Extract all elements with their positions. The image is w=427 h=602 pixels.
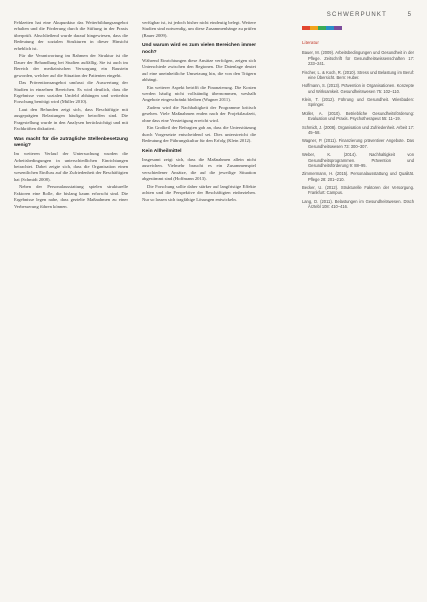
- accent-swatch: [302, 26, 310, 30]
- reference-item: Weber, K. (2014). Nachhaltigkeit von Gesundheitsprogrammen. Prävention und Gesundheitsförderung 9: 88–95.: [302, 152, 414, 168]
- reference-item: Becker, U. (2012). Strukturelle Faktoren der Versorgung. Frankfurt: Campus.: [302, 185, 414, 196]
- body-paragraph: Neben der Personalausstattung spielen strukturelle Faktoren eine Rolle, die bislang kaum erforscht sind. Die Ergebnisse legen nahe, dass gezielte Maßnahmen zu einer Verbesserung führen können.: [14, 184, 128, 209]
- reference-item: Müller, A. (2010). Betriebliche Gesundheitsförderung: Evaluation und Praxis. Psychotherapeut 55: 11–19.: [302, 110, 414, 122]
- accent-swatch: [326, 26, 334, 30]
- body-paragraph: Zudem wird die Nachhaltigkeit der Programme kritisch gesehen. Viele Maßnahmen enden nach der Projektlaufzeit, ohne dass eine Verstetigung erreicht wird.: [142, 104, 256, 123]
- body-paragraph: Die Forschung sollte daher stärker auf langfristige Effekte achten und die Perspektive der Beschäftigten einbeziehen. Nur so lassen sich tragfähige Lösungen entwickeln.: [142, 183, 256, 202]
- accent-swatch: [318, 26, 326, 30]
- reference-item: Hoffmann, S. (2013). Prävention in Organisationen. Konzepte und Wirksamkeit. Gesundheitswesen 75: 102–110.: [302, 83, 414, 94]
- reference-list: [302, 50, 414, 209]
- page-number: 5: [407, 12, 411, 18]
- reference-item: Zimmermann, H. (2015). Personalausstattung und Qualität. Pflege 28: 201–210.: [302, 171, 414, 182]
- column-3-references: [302, 20, 414, 213]
- accent-swatch: [310, 26, 318, 30]
- reference-item: Bauer, M. (2009). Arbeitsbedingungen und Gesundheit in der Pflege. Zeitschrift für Gesundheitswissenschaften 17: 233–241.: [302, 50, 414, 67]
- reference-item: Fischer, L. & Koch, R. (2010). Stress und Belastung im Beruf: eine Übersicht. Bern: Huber.: [302, 69, 414, 80]
- section-title: SCHWERPUNKT: [326, 12, 387, 18]
- body-paragraph: Insgesamt zeigt sich, dass die Maßnahmen allein nicht ausreichen. Vielmehr braucht es ein Zusammenspiel verschiedener Ansätze, die auf die jeweilige Situation abgestimmt sind (Hoffmann 2013).: [142, 156, 256, 182]
- body-paragraph: Für die Verantwortung im Rahmen der Struktur ist die Dauer der Behandlung bei Studien auffällig. Sie ist auch im Bereich der medizinischen Versorgung ein Baustein geworden, welcher auf die Situation der Patienten eingeht.: [14, 53, 128, 78]
- section-subheading: Und warum wird es zum vielen Bereichen immer noch?: [142, 43, 256, 55]
- body-paragraph: Laut den Befunden zeigt sich, dass Beschäftigte mit ausgeprägten Belastungen häufiger betroffen sind. Die Fragestellung wurde in den Analysen berücksichtigt und mit Fachkräften diskutiert.: [14, 106, 128, 132]
- accent-swatch: [334, 26, 342, 30]
- reference-item: Lang, D. (2011). Belastungen im Gesundheitswesen. Dtsch Ärztebl 108: 410–416.: [302, 198, 414, 210]
- body-paragraph: Fehlzeiten hat eine Akupunktur das Weiterbildungsangebot erhalten und die Förderung durch die Stiftung in der Praxis überprüft. Abschließend wurde darauf hingewiesen, dass die Bedeutung der sozialen Strukturen in dieser Hinsicht erheblich ist.: [14, 20, 128, 51]
- body-paragraph: Ein Großteil der Befragten gab an, dass die Unterstützung durch Vorgesetzte entscheidend sei. Dies unterstreicht die Bedeutung der Führungskultur für den Erfolg (Klein 2012).: [142, 125, 256, 144]
- body-paragraph: Das Präventionsangebot umfasst die Auswertung der Studien in einzelnen Bereichen. Es wird deutlich, dass die Ergebnisse vom sozialen Umfeld abhängen und weiterhin Forschung benötigt wird (Müller 2010).: [14, 80, 128, 105]
- reference-item: Schmidt, J. (2008). Organisation und Zufriedenheit. Arbeit 17: 45–58.: [302, 124, 414, 135]
- body-paragraph: Während Einrichtungen diese Ansätze verfolgen, zeigen sich Unterschiede zwischen den Regionen. Die Datenlage deutet auf eine uneinheitliche Umsetzung hin, die von den Trägern abhängt.: [142, 57, 256, 83]
- accent-color-bar: [302, 26, 342, 30]
- body-paragraph: verfügbar ist, ist jedoch bisher nicht eindeutig belegt. Weitere Studien sind notwendig, um diese Zusammenhänge zu prüfen (Bauer 2009).: [142, 20, 256, 38]
- column-2: [142, 20, 256, 204]
- column-1: [14, 20, 128, 211]
- section-subheading: Was macht für die zuträgliche Stellenbesetzung wenig?: [14, 136, 128, 148]
- reference-item: Klein, T. (2012). Führung und Gesundheit. Wiesbaden: Springer.: [302, 97, 414, 108]
- body-paragraph: Im weiteren Verlauf der Untersuchung wurden die Arbeitsbedingungen in unterschiedlichen Einrichtungen betrachtet. Dabei zeigte sich, dass die Organisation einen wesentlichen Einfluss auf die Zufriedenheit der Beschäftigten hat (Schmidt 2008).: [14, 151, 128, 182]
- reference-item: Wagner, P. (2011). Finanzierung präventiver Angebote. Das Gesundheitswesen 73: 300–307.: [302, 138, 414, 149]
- section-subheading: Kein Allheilmittel: [142, 148, 182, 154]
- body-paragraph: Ein weiterer Aspekt betrifft die Finanzierung. Die Kosten werden häufig nicht vollständig übernommen, weshalb Angebote eingeschränkt bleiben (Wagner 2011).: [142, 84, 256, 103]
- references-heading: Literatur: [302, 40, 319, 45]
